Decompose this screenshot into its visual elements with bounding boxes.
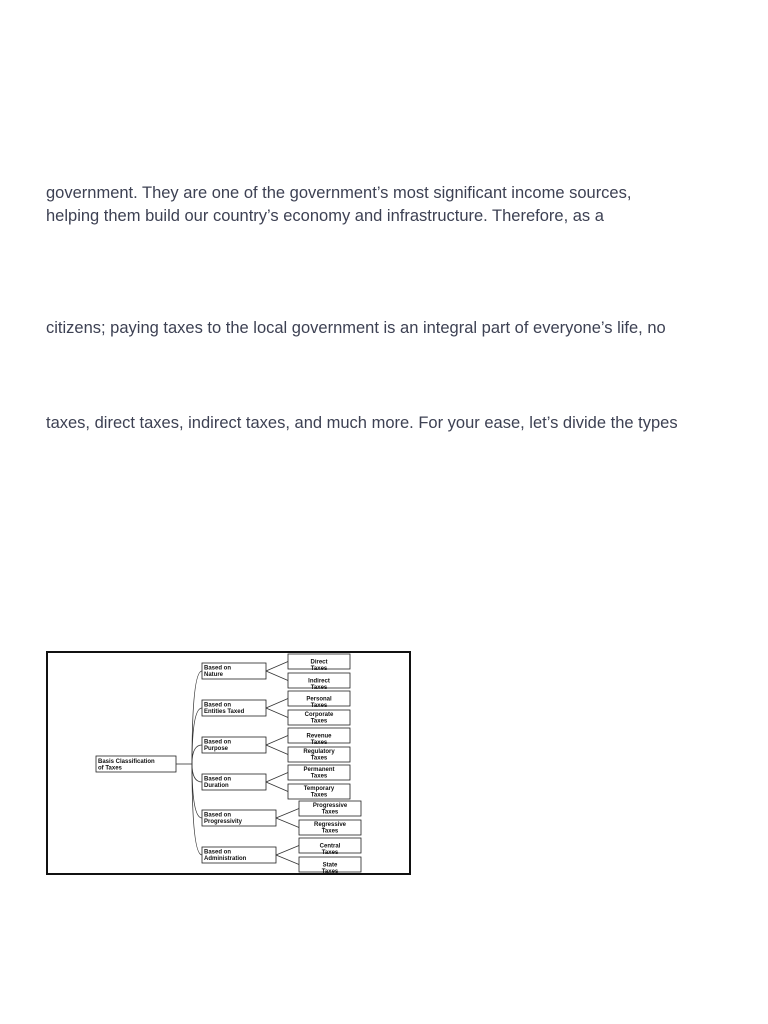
branch-connector [192, 764, 202, 782]
branch-connector [192, 671, 202, 764]
category-label: Based on Purpose [204, 739, 232, 752]
category-label: Based on Nature [204, 665, 232, 678]
type-connector [276, 846, 299, 856]
type-label: Regressive Taxes [313, 822, 347, 835]
type-connector [266, 773, 288, 783]
type-label: Personal Taxes [306, 696, 332, 709]
branch-connector [192, 764, 202, 855]
category-label: Based on Progressivity [204, 812, 243, 825]
type-label: Permanent Taxes [303, 767, 335, 780]
category-label: Based on Duration [204, 776, 232, 789]
type-label: Revenue Taxes [306, 733, 332, 746]
type-connector [266, 782, 288, 792]
category-label: Based on Entities Taxed [204, 702, 245, 715]
root-label: Basis Classification of Taxes [98, 759, 155, 772]
type-label: Central Taxes [319, 843, 341, 856]
branch-connector [192, 764, 202, 818]
paragraph-line-4: taxes, direct taxes, indirect taxes, and much more. For your ease, let’s divide the types [46, 414, 678, 432]
type-connector [266, 708, 288, 718]
type-label: State Taxes [321, 862, 339, 873]
branch-connector [192, 708, 202, 764]
type-connector [266, 699, 288, 709]
diagram-canvas [48, 653, 409, 873]
paragraph-line-2: helping them build our country’s economy and infrastructure. Therefore, as a [46, 207, 604, 225]
category-label: Based on Administration [204, 849, 247, 862]
type-label: Regulatory Taxes [303, 749, 335, 762]
type-label: Temporary Taxes [303, 786, 335, 799]
type-connector [276, 855, 299, 865]
type-connector [276, 818, 299, 828]
tax-classification-diagram [46, 651, 411, 875]
type-connector [266, 745, 288, 755]
type-label: Progressive Taxes [312, 803, 348, 816]
branch-connector [192, 745, 202, 764]
type-connector [276, 809, 299, 819]
paragraph-line-3: citizens; paying taxes to the local government is an integral part of everyone’s life, no [46, 319, 666, 337]
type-connector [266, 662, 288, 672]
type-connector [266, 671, 288, 681]
type-label: Corporate Taxes [304, 712, 334, 725]
paragraph-line-1: government. They are one of the government’s most significant income sources, [46, 184, 632, 202]
type-label: Indirect Taxes [308, 678, 330, 691]
type-connector [266, 736, 288, 746]
type-label: Direct Taxes [310, 659, 328, 672]
